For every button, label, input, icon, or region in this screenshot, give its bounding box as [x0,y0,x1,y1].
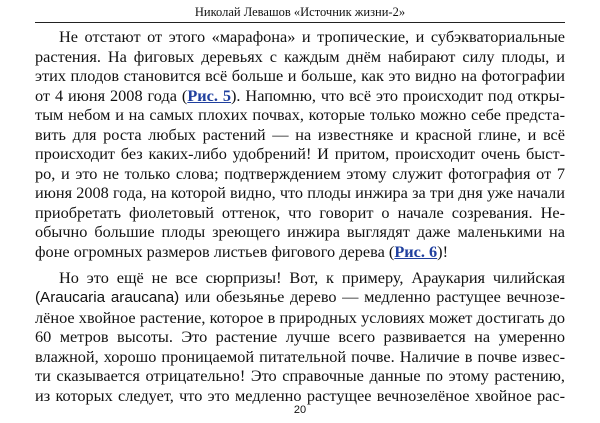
text-line-with-link [35,242,565,262]
text-line: 60 метров высоты. Это растение лучше всего развивается на умеренно [35,327,565,347]
latin-name: (Araucaria araucana) [35,289,180,307]
text-fragment: или обезьянье дерево — медленно растущее вечнозе- [179,287,565,307]
text-line: этих плодов становится всё больше и больше, как это видно на фотографии [35,66,565,86]
running-header: Николай Левашов «Источник жизни-2» [194,5,406,19]
paragraph-1 [35,27,565,262]
text-fragment: ). Напомню, что всё это происходит под откры- [231,85,565,105]
body-text [35,27,565,405]
text-line: обычно большие плоды зреющего инжира выглядят даже маленькими на [35,222,565,242]
text-line: ро, и это не только слова; подтверждением этому служит фотография от 7 [35,163,565,183]
text-line-with-link [35,86,565,106]
figure-6-link[interactable]: Рис. 6 [394,242,438,262]
page-number: 20 [293,404,307,416]
paragraph-2 [35,268,565,406]
text-fragment: )! [437,242,449,262]
text-line: лёное хвойное растение, которое в природных условиях может достигать до [35,307,565,327]
text-fragment: от 4 июня 2008 года ( [35,85,188,105]
text-line: растения. На фиговых деревьях с каждым днём набирают силу плоды, и [35,46,565,66]
text-line: тым небом и на самых плохих почвах, которые только можно себе предста- [35,105,565,125]
text-line: вить для роста любых растений — на известняке и красной глине, и всё [35,124,565,144]
text-line: из которых следует, что это медленно растущее вечнозелёное хвойное рас- [35,385,565,405]
text-line: происходит без каких-либо удобрений! И притом, происходит очень быст- [35,144,565,164]
header-divider [35,22,565,23]
text-line: приобретать фиолетовый оттенок, что говорит о начале созревания. Не- [35,202,565,222]
text-line: Не отстают от этого «марафона» и тропические, и субэкваториальные [59,27,565,46]
text-line: Но это ещё не все сюрпризы! Вот, к примеру, Араукария чилийская [59,267,565,287]
text-line: ти сказывается отрицательно! Это справочные данные по этому растению, [35,366,565,386]
text-line: июня 2008 года, на которой видно, что плоды инжира за три дня уже начали [35,183,565,203]
text-line: влажной, хорошо проницаемой питательной почве. Наличие в почве извес- [35,346,565,366]
figure-5-link[interactable]: Рис. 5 [187,85,232,105]
text-fragment: фоне огромных размеров листьев фигового дерева ( [35,242,395,262]
text-line-with-latin [35,287,565,308]
